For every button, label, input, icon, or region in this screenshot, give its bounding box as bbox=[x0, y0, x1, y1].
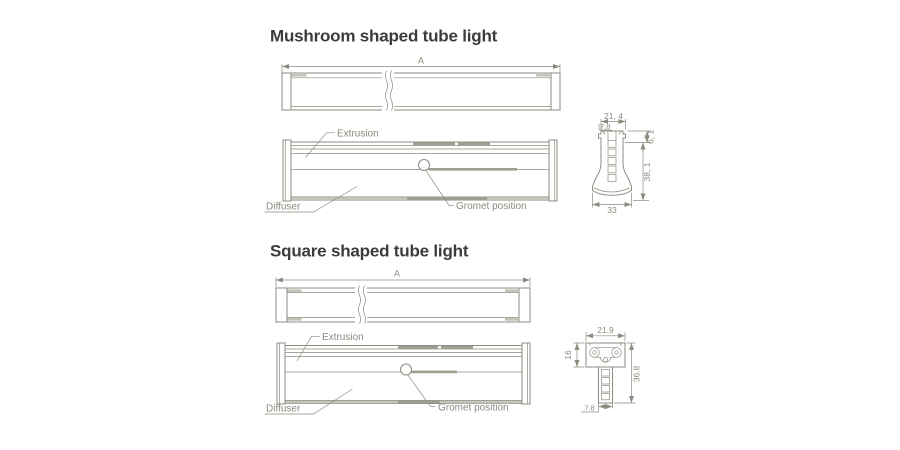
center-bar bbox=[398, 346, 438, 349]
mushroom-top-view bbox=[282, 56, 560, 114]
extension-line bbox=[276, 278, 530, 288]
extension-line bbox=[574, 343, 585, 367]
diffuser-label: Diffuser bbox=[266, 201, 301, 213]
gromet-hole bbox=[401, 364, 412, 375]
stem-width-value: 7.8 bbox=[584, 403, 595, 413]
right-end-cap bbox=[549, 140, 557, 201]
mushroom-section-title: Mushroom shaped tube light bbox=[270, 26, 498, 46]
mushroom-cross-section bbox=[593, 111, 656, 215]
body-height-value: 38, 1 bbox=[642, 162, 652, 182]
end-cap-tab bbox=[536, 74, 551, 77]
center-bar bbox=[413, 142, 455, 145]
channel-width-value: 7,8 bbox=[600, 121, 611, 131]
square-profile-head bbox=[586, 343, 625, 367]
center-bar bbox=[429, 168, 517, 171]
extension-line bbox=[599, 403, 613, 412]
top-width-value: 21.9 bbox=[597, 325, 614, 335]
end-cap-tab bbox=[288, 318, 302, 321]
center-bar bbox=[441, 346, 473, 349]
center-bar bbox=[407, 197, 487, 200]
square-cross-section bbox=[563, 325, 642, 413]
length-dim-label: A bbox=[417, 55, 425, 66]
square-top-view bbox=[276, 269, 530, 326]
diffuser-label: Diffuser bbox=[266, 403, 301, 415]
length-dim-label: A bbox=[393, 268, 401, 279]
square-profile-stem bbox=[599, 367, 613, 403]
square-side-view bbox=[265, 332, 531, 415]
extrusion-label: Extrusion bbox=[337, 128, 379, 140]
gromet-label: Gromet position bbox=[438, 402, 509, 414]
end-cap-tab bbox=[505, 318, 519, 321]
left-end-cap bbox=[277, 343, 285, 404]
end-cap-tab bbox=[505, 289, 519, 292]
end-cap-tab bbox=[288, 289, 302, 292]
body-edge-line bbox=[291, 142, 549, 200]
total-height-value: 36.8 bbox=[631, 365, 642, 383]
mushroom-section bbox=[265, 27, 656, 216]
screw-channel-stack bbox=[602, 370, 610, 400]
gromet-label: Gromet position bbox=[456, 201, 527, 212]
extrusion-rib-line bbox=[291, 146, 549, 154]
tube-body-outline bbox=[276, 288, 530, 322]
tube-body-outline bbox=[282, 73, 560, 110]
bottom-width-value: 33 bbox=[607, 205, 617, 215]
extrusion-rib-line bbox=[285, 349, 522, 357]
top-width-value: 21, 4 bbox=[604, 111, 623, 121]
mushroom-side-view bbox=[265, 129, 558, 213]
top-height-value: 16 bbox=[563, 350, 573, 360]
left-end-cap bbox=[283, 140, 291, 201]
center-bar bbox=[458, 142, 490, 145]
square-section bbox=[265, 242, 642, 415]
center-bar bbox=[398, 400, 440, 403]
right-end-cap bbox=[522, 343, 530, 404]
square-section-title: Square shaped tube light bbox=[270, 241, 469, 261]
end-cap-tab bbox=[292, 74, 307, 77]
gromet-hole bbox=[419, 160, 430, 171]
extrusion-label: Extrusion bbox=[322, 332, 364, 343]
lip-height-value: 6, 1 bbox=[645, 129, 656, 144]
